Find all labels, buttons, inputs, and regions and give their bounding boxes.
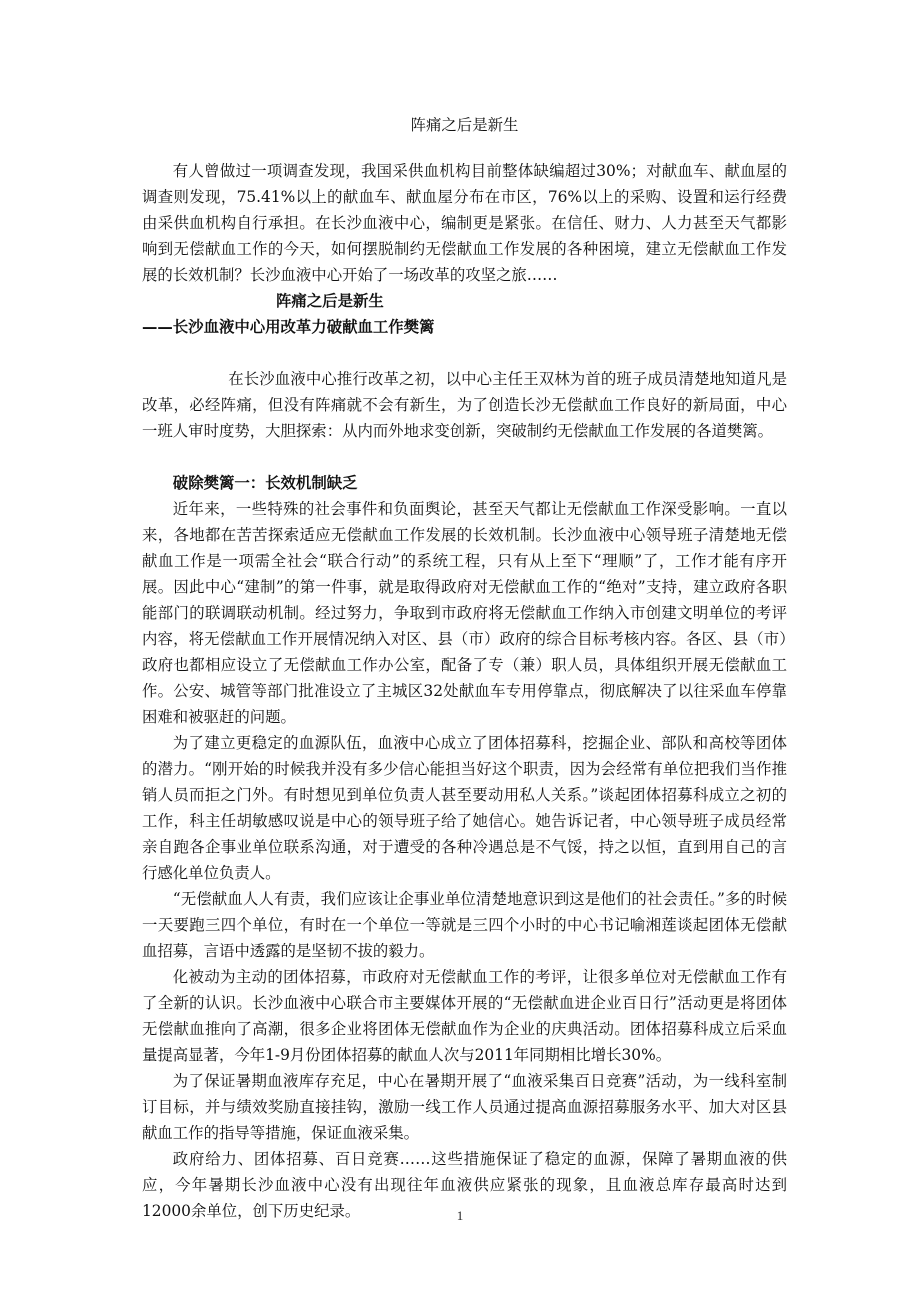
spacer	[142, 444, 787, 470]
body-paragraph: 为了建立更稳定的血源队伍，血液中心成立了团体招募科，挖掘企业、部队和高校等团体的潜力。“刚开始的时候我并没有多少信心能担当好这个职责，因为会经常有单位把我们当作推销人员而拒之门外。有时想见到单位负责人甚至要动用私人关系。”谈起团体招募科成立之初的工作，科主任胡敏感叹说是中心的领导班子给了她信心。她告诉记者，中心领导班子成员经常亲自跑各企事业单位联系沟通，对于遭受的各种冷遇总是不气馁，持之以恒，直到用自己的言行感化单位负责人。	[142, 734, 787, 882]
document-title: 阵痛之后是新生	[410, 116, 519, 134]
document-body	[142, 112, 787, 1224]
body-paragraph: 化被动为主动的团体招募，市政府对无偿献血工作的考评，让很多单位对无偿献血工作有了全新的认识。长沙血液中心联合市主要媒体开展的“无偿献血进企业百日行”活动更是将团体无偿献血推向了高潮，很多企业将团体无偿献血作为企业的庆典活动。团体招募科成立后采血量提高显著，今年1-9月份团体招募的献血人次与2011年同期相比增长30%。	[142, 968, 787, 1064]
article-subheading: ——长沙血液中心用改革力破献血工作樊篱	[142, 318, 435, 336]
body-paragraph: 政府给力、团体招募、百日竞赛……这些措施保证了稳定的血源，保障了暑期血液的供应，今年暑期长沙血液中心没有出现往年血液供应紧张的现象，且血液总库存最高时达到12000余单位，创下历史纪录。	[142, 1150, 787, 1220]
section-title: 破除樊篱一：长效机制缺乏	[172, 474, 358, 492]
page-number: 1	[456, 1208, 464, 1223]
article-heading: 阵痛之后是新生	[276, 292, 384, 310]
spacer	[142, 340, 787, 366]
intro-paragraph: 有人曾做过一项调查发现，我国采供血机构目前整体缺编超过30%；对献血车、献血屋的调查则发现，75.41%以上的献血车、献血屋分布在市区，76%以上的采购、设置和运行经费由采供血机构自行承担。在长沙血液中心，编制更是紧张。在信任、财力、人力甚至天气都影响到无偿献血工作的今天，如何摆脱制约无偿献血工作发展的各种困境，建立无偿献血工作发展的长效机制？长沙血液中心开始了一场改革的攻坚之旅……	[142, 162, 787, 284]
lead-paragraph: 在长沙血液中心推行改革之初，以中心主任王双林为首的班子成员清楚地知道凡是改革，必经阵痛，但没有阵痛就不会有新生，为了创造长沙无偿献血工作良好的新局面，中心一班人审时度势，大胆探索：从内而外地求变创新，突破制约无偿献血工作发展的各道樊篱。	[142, 370, 787, 440]
body-paragraph: 近年来，一些特殊的社会事件和负面舆论，甚至天气都让无偿献血工作深受影响。一直以来，各地都在苦苦探索适应无偿献血工作发展的长效机制。长沙血液中心领导班子清楚地无偿献血工作是一项需全社会“联合行动”的系统工程，只有从上至下“理顺”了，工作才能有序开展。因此中心“建制”的第一件事，就是取得政府对无偿献血工作的“绝对”支持，建立政府各职能部门的联调联动机制。经过努力，争取到市政府将无偿献血工作纳入市创建文明单位的考评内容，将无偿献血工作开展情况纳入对区、县（市）政府的综合目标考核内容。各区、县（市）政府也都相应设立了无偿献血工作办公室，配备了专（兼）职人员，具体组织开展无偿献血工作。公安、城管等部门批准设立了主城区32处献血车专用停靠点，彻底解决了以往采血车停靠困难和被驱赶的问题。	[142, 500, 787, 726]
body-paragraph: 为了保证暑期血液库存充足，中心在暑期开展了“血液采集百日竞赛”活动，为一线科室制订目标，并与绩效奖励直接挂钩，激励一线工作人员通过提高血源招募服务水平、加大对区县献血工作的指导等措施，保证血液采集。	[142, 1072, 787, 1142]
body-paragraph: “无偿献血人人有责，我们应该让企事业单位清楚地意识到这是他们的社会责任。”多的时候一天要跑三四个单位，有时在一个单位一等就是三四个小时的中心书记喻湘莲谈起团体无偿献血招募，言语中透露的是坚韧不拔的毅力。	[142, 890, 787, 960]
